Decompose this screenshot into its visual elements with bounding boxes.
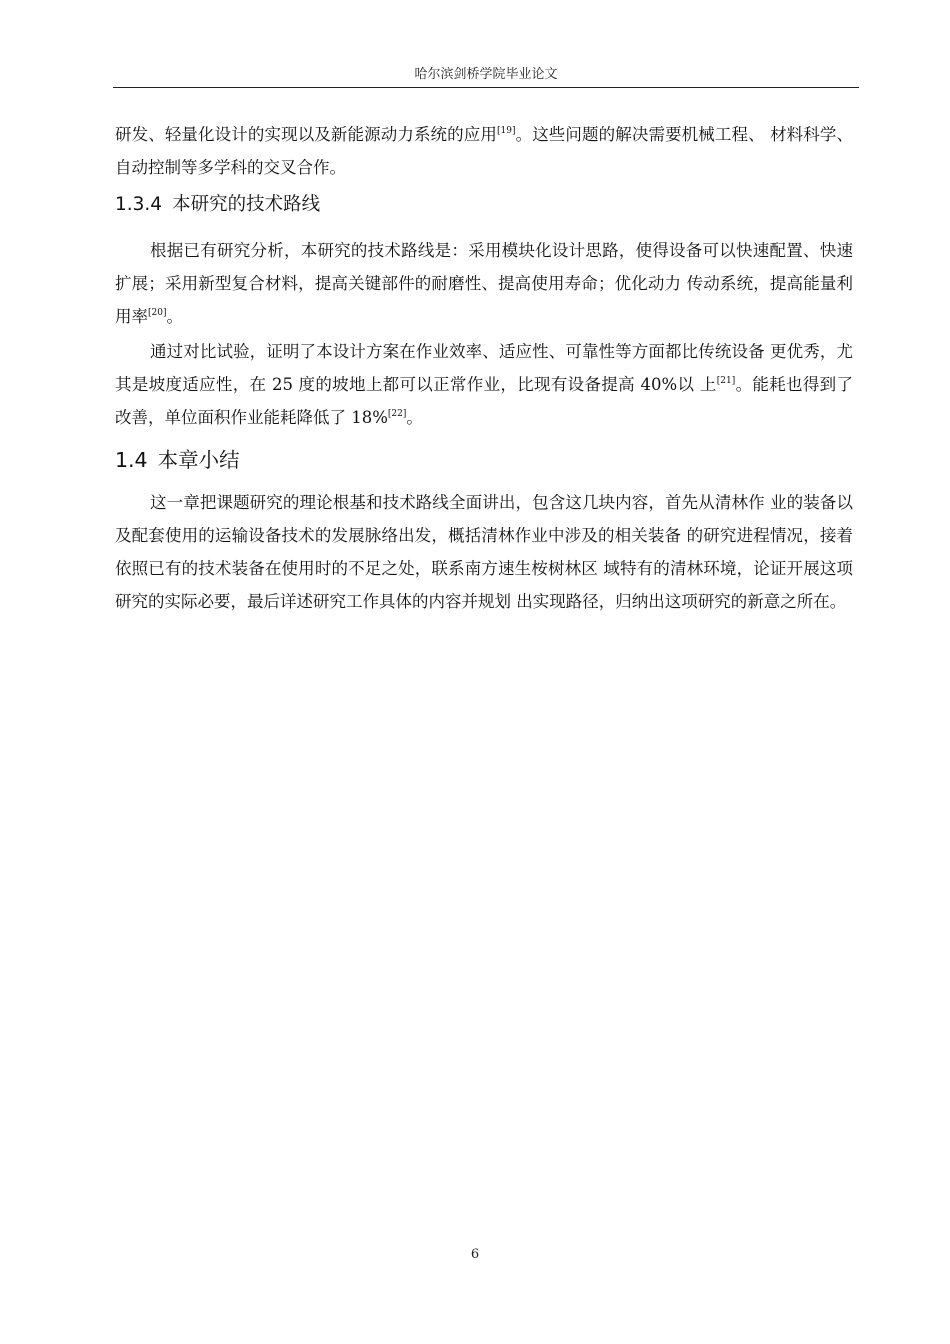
section-heading-1-4 [115, 446, 240, 474]
section-heading-1-3-4 [115, 192, 320, 218]
section-number: 1.4 [115, 448, 148, 472]
page-number: 6 [470, 1247, 480, 1262]
paragraph-text: 。 [166, 307, 183, 326]
paragraph-text: 。这些问题的解决需要机械工程、 材料科学、 自动控制等多学科的交叉合作。 [115, 125, 854, 177]
section-number: 1.3.4 [115, 194, 163, 215]
citation: [21] [716, 376, 736, 386]
paragraph-comparison-test [115, 335, 853, 434]
section-title: 本章小结 [157, 448, 240, 472]
citation: [20] [148, 308, 167, 318]
citation: [22] [387, 409, 407, 419]
paragraph-text: 通过对比试验，证明了本设计方案在作业效率、适应性、可靠性等方面都比传统设备 更优秀，尤其是坡度适应性，在 25 度的坡地上都可以正常作业，比现有设备提高 40%以 上 [115, 342, 853, 394]
section-title: 本研究的技术路线 [172, 194, 321, 215]
running-header: 哈尔滨剑桥学院毕业论文 [414, 67, 558, 82]
paragraph-text: 。能耗也得到了改善，单位面积作业能耗降低了 18% [115, 375, 854, 427]
paragraph-text: 研发、轻量化设计的实现以及新能源动力系统的应用 [115, 125, 497, 144]
paragraph-text: 。 [406, 408, 423, 427]
paragraph-text: 这一章把课题研究的理论根基和技术路线全面讲出，包含这几块内容，首先从清林作 业的装备以及配套使用的运输设备技术的发展脉络出发，概括清林作业中涉及的相关装备 的研究进程情况，接着依照已有的技术装备在使用时的不足之处，联系南方速生桉树林区 域特有的清林环境，论证开展这项研究的实际必要，最后详述研究工作具体的内容并规划 出实现路径，归纳出这项研究的新意之所在。 [115, 493, 853, 611]
header-rule [113, 87, 859, 88]
paragraph-continued [115, 118, 853, 184]
paragraph-technical-route [115, 234, 853, 333]
citation: [19] [497, 126, 516, 136]
paragraph-chapter-summary [115, 486, 853, 618]
paragraph-text: 根据已有研究分析，本研究的技术路线是：采用模块化设计思路，使得设备可以快速配置、快速扩展；采用新型复合材料，提高关键部件的耐磨性、提高使用寿命；优化动力 传动系统，提高能量利用率 [115, 241, 853, 326]
